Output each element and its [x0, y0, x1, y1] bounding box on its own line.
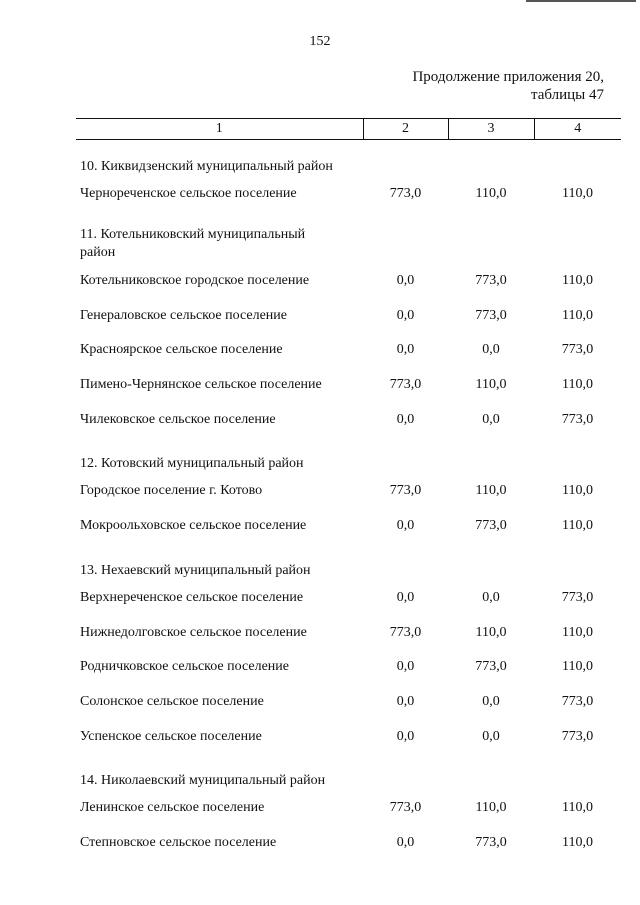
value-col-3: 110,0 — [475, 377, 507, 393]
value-col-2: 0,0 — [396, 411, 415, 427]
district-title: 10. Киквидзенский муниципальный район — [80, 159, 333, 174]
scan-edge-mark — [526, 0, 636, 2]
table-row — [76, 298, 621, 333]
value-col-4: 110,0 — [562, 483, 593, 499]
value-col-2: 773,0 — [389, 800, 422, 816]
value-col-4: 110,0 — [562, 624, 593, 640]
value-col-3: 0,0 — [482, 342, 500, 358]
value-col-2: 0,0 — [396, 728, 415, 744]
page-number: 152 — [309, 34, 331, 49]
column-header-3: 3 — [448, 119, 534, 140]
table-row — [76, 368, 621, 403]
value-col-4: 110,0 — [562, 800, 593, 816]
empty-cell — [448, 437, 534, 474]
table-row — [76, 791, 621, 826]
district-title-text: 11. Котельниковский муниципальный район — [80, 226, 306, 260]
value-col-2: 0,0 — [396, 834, 415, 850]
table-row — [76, 826, 621, 861]
district-row — [76, 544, 621, 581]
value-col-3: 110,0 — [475, 800, 507, 816]
table-row — [76, 719, 621, 754]
district-title: 12. Котовский муниципальный район — [80, 456, 304, 472]
settlement-name: Чилековское сельское поселение — [80, 411, 276, 427]
table-row — [76, 615, 621, 650]
empty-cell — [363, 754, 448, 791]
settlement-name: Котельниковское городское поселение — [80, 273, 310, 289]
empty-cell — [448, 544, 534, 581]
empty-cell — [363, 140, 448, 178]
settlement-name: Степновское сельское поселение — [80, 834, 277, 850]
continuation-line-1: Продолжение приложения 20, — [412, 69, 604, 85]
value-col-3: 110,0 — [475, 186, 507, 202]
value-col-3: 773,0 — [475, 834, 507, 850]
value-col-2: 0,0 — [396, 589, 415, 605]
table-row — [76, 264, 621, 299]
empty-cell — [534, 754, 621, 791]
district-title — [76, 212, 363, 264]
district-row — [76, 140, 621, 178]
value-col-4: 110,0 — [562, 307, 593, 323]
settlement-name: Нижнедолговское сельское поселение — [80, 624, 307, 640]
settlement-name: Солонское сельское поселение — [80, 693, 264, 709]
value-col-3: 0,0 — [482, 728, 500, 744]
district-row — [76, 212, 621, 264]
continuation-line-2: таблицы 47 — [530, 87, 604, 103]
empty-cell — [448, 212, 534, 264]
value-col-3: 0,0 — [482, 693, 500, 709]
table-row — [76, 177, 621, 212]
continuation-note — [412, 68, 604, 104]
value-col-4: 110,0 — [562, 273, 593, 289]
column-header-4: 4 — [534, 119, 621, 140]
district-row — [76, 754, 621, 791]
value-col-3: 0,0 — [482, 411, 500, 427]
district-title: 13. Нехаевский муниципальный район — [80, 562, 311, 578]
empty-cell — [448, 754, 534, 791]
empty-cell — [534, 437, 621, 474]
value-col-2: 773,0 — [389, 624, 422, 640]
column-header-1: 1 — [76, 119, 363, 140]
allocation-table — [76, 118, 621, 860]
empty-cell — [448, 140, 534, 178]
table-body — [76, 140, 621, 861]
empty-cell — [363, 437, 448, 474]
value-col-3: 773,0 — [475, 659, 507, 675]
table-row — [76, 474, 621, 509]
value-col-3: 773,0 — [475, 518, 507, 534]
table-row — [76, 581, 621, 616]
value-col-2: 0,0 — [396, 693, 415, 709]
value-col-4: 773,0 — [561, 589, 594, 605]
value-col-4: 110,0 — [562, 659, 593, 675]
value-col-2: 773,0 — [389, 483, 422, 499]
table-row — [76, 509, 621, 544]
table-header-row — [76, 119, 621, 140]
empty-cell — [534, 140, 621, 178]
value-col-2: 0,0 — [396, 342, 415, 358]
value-col-3: 773,0 — [475, 273, 507, 289]
table-row — [76, 650, 621, 685]
empty-cell — [363, 212, 448, 264]
settlement-name: Чернореченское сельское поселение — [80, 186, 297, 202]
empty-cell — [534, 212, 621, 264]
settlement-name: Верхнереченское сельское поселение — [80, 589, 304, 605]
value-col-4: 773,0 — [561, 728, 594, 744]
value-col-4: 773,0 — [561, 342, 594, 358]
column-header-2: 2 — [363, 119, 448, 140]
value-col-4: 110,0 — [562, 377, 593, 393]
settlement-name: Родничковское сельское поселение — [80, 659, 289, 675]
table-row — [76, 333, 621, 368]
table-header — [76, 119, 621, 140]
settlement-name: Городское поселение г. Котово — [80, 483, 263, 499]
value-col-4: 110,0 — [562, 518, 593, 534]
value-col-2: 773,0 — [389, 186, 422, 202]
settlement-name: Ленинское сельское поселение — [80, 800, 265, 816]
empty-cell — [363, 544, 448, 581]
value-col-2: 0,0 — [396, 518, 415, 534]
value-col-4: 110,0 — [562, 834, 593, 850]
settlement-name: Мокроольховское сельское поселение — [80, 518, 307, 534]
value-col-2: 0,0 — [396, 273, 415, 289]
settlement-name: Генераловское сельское поселение — [80, 307, 287, 323]
value-col-3: 110,0 — [475, 483, 507, 499]
value-col-3: 110,0 — [475, 624, 507, 640]
value-col-2: 0,0 — [396, 307, 415, 323]
value-col-4: 110,0 — [562, 186, 593, 202]
value-col-2: 773,0 — [389, 377, 422, 393]
district-title: 14. Николаевский муниципальный район — [80, 772, 326, 788]
table-row — [76, 685, 621, 720]
table-row — [76, 402, 621, 437]
empty-cell — [534, 544, 621, 581]
value-col-3: 0,0 — [482, 589, 500, 605]
settlement-name: Красноярское сельское поселение — [80, 342, 283, 358]
value-col-3: 773,0 — [475, 307, 507, 323]
value-col-2: 0,0 — [396, 659, 415, 675]
value-col-4: 773,0 — [561, 411, 594, 427]
settlement-name: Пимено-Чернянское сельское поселение — [80, 377, 322, 393]
district-row — [76, 437, 621, 474]
settlement-name: Успенское сельское поселение — [80, 728, 262, 744]
value-col-4: 773,0 — [561, 693, 594, 709]
